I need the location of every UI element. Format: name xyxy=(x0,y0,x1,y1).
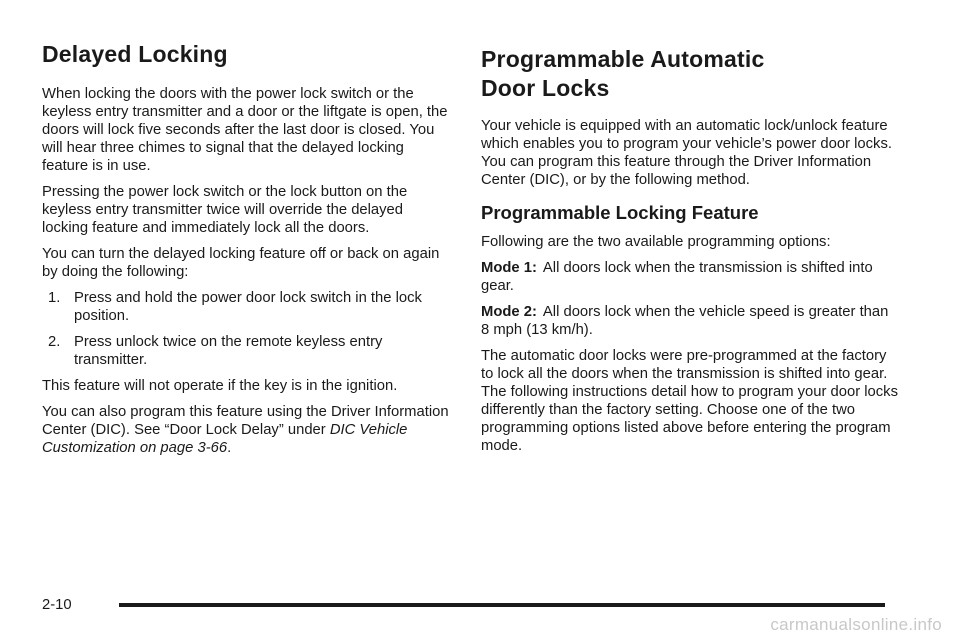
step-number: 2. xyxy=(48,334,61,350)
paragraph xyxy=(42,403,450,457)
mode-label: Mode 1: xyxy=(481,260,537,276)
left-column xyxy=(42,40,450,457)
step-text: Press and hold the power door lock switch in the lock position. xyxy=(74,290,422,324)
paragraph: You can turn the delayed locking feature off or back on again by doing the following: xyxy=(42,246,440,280)
step-number: 1. xyxy=(48,290,61,306)
heading-line: Door Locks xyxy=(481,75,610,101)
heading-line: Programmable Automatic xyxy=(481,46,765,72)
subheading-programmable-locking-feature: Programmable Locking Feature xyxy=(481,202,759,223)
list-item xyxy=(42,289,450,325)
list-item xyxy=(42,333,450,369)
paragraph: When locking the doors with the power lock switch or the keyless entry transmitter and a door or the liftgate is open, the doors will lock five seconds after the last door is closed. You will hear three chimes to signal that the delayed locking feature is in use. xyxy=(42,86,448,174)
mode-text: All doors lock when the vehicle speed is greater than 8 mph (13 km/h). xyxy=(481,304,889,338)
cross-reference-link[interactable]: DIC Vehicle Customization on page 3-66 xyxy=(42,422,408,456)
paragraph-text: . xyxy=(227,440,232,456)
paragraph: The automatic door locks were pre-programmed at the factory to lock all the doors when the transmission is shifted into gear. The following instructions detail how to program your door locks differently than the factory setting. Choose one of the two programming options listed above before entering the program mode. xyxy=(481,348,898,454)
page-number: 2-10 xyxy=(42,597,72,613)
paragraph-text: You can also program this feature using the Driver Information Center (DIC). See “Door Lock Delay” under xyxy=(42,404,449,438)
right-column xyxy=(481,40,899,455)
mode-text: All doors lock when the transmission is shifted into gear. xyxy=(481,260,873,294)
mode-label: Mode 2: xyxy=(481,304,537,320)
paragraph: Following are the two available programming options: xyxy=(481,234,831,250)
step-text: Press unlock twice on the remote keyless entry transmitter. xyxy=(74,334,383,368)
paragraph: Pressing the power lock switch or the lock button on the keyless entry transmitter twice will override the delayed locking feature and immediately lock all the doors. xyxy=(42,184,408,236)
watermark: carmanualsonline.info xyxy=(770,615,942,634)
paragraph: Your vehicle is equipped with an automatic lock/unlock feature which enables you to program your vehicle’s power door locks. You can program this feature through the Driver Information Center (DIC), or by the following method. xyxy=(481,118,892,188)
mode-1-paragraph xyxy=(481,259,899,295)
section-heading-programmable-automatic-door-locks xyxy=(481,45,899,103)
steps-list xyxy=(42,289,450,369)
mode-2-paragraph xyxy=(481,303,899,339)
paragraph: This feature will not operate if the key is in the ignition. xyxy=(42,378,398,394)
section-heading-delayed-locking: Delayed Locking xyxy=(42,41,228,67)
footer-rule xyxy=(119,603,885,607)
